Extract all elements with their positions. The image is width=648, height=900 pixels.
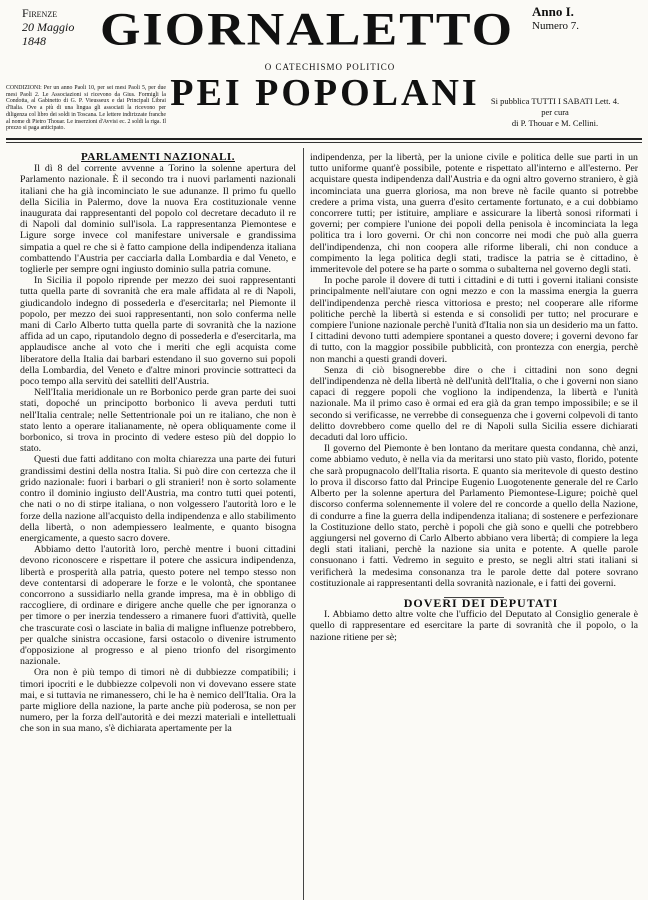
section-heading: DOVERI DEI DEPUTATI xyxy=(403,595,559,610)
pubinfo-line-2: per cura xyxy=(541,107,569,117)
paragraph: In Sicilia il popolo riprende per mezzo dei suoi rappresentanti tutta quella parte di sovranità che era male affidata al re di Napoli, giudicandolo indegno di possederla e d'esercitarla; nel Piemonte il popolo, per mezzo dei suoi rappresentanti, non solo conferma nelle mani di Carlo Alberto tutta quella parte di sovranità che la nazione affida ad un capo, riputandolo degno di possederla e d'esercitarla, ma applaudisce anche al voto che i meriti che egli acquista come liberatore della Italia dai barbari estendano il suo governo sui popoli della Lombardia, del Veneto e d'altre minori provincie sottratteci da poco tempo alla servitù dei satelliti dell'Austria. xyxy=(20,275,296,388)
numero: Numero 7. xyxy=(532,20,580,32)
paragraph: I. Abbiamo detto altre volte che l'ufficio del Deputato al Consiglio generale è quello di rappresentare ed esercitare la parte di sovranità che il popolo, o la nazione ritiene per sè; xyxy=(310,609,638,643)
anno: Anno I. xyxy=(532,4,574,19)
issue-info xyxy=(532,4,642,34)
right-column xyxy=(310,152,638,643)
paragraph: In poche parole il dovere di tutti i cittadini e di tutti i governi italiani consiste principalmente nell'aiutare con ogni mezzo e con la massima energia la guerra dell'indipendenza perchè riesca vittoriosa e presto; nel cooperare alle riforme politiche perchè la libertà si estenda e si consolidi per tutto; nel procurare e compiere l'unione nazionale perchè l'unità d'Italia non sia un desiderio ma un fatto. I cittadini devono tutti adempiere spontanei a questo dovere; i governi devono far di tutto, con la maggior possibile pubblicità, con prontezza con energia, perchè non manchi a questi grandi doveri. xyxy=(310,275,638,365)
year: 1848 xyxy=(22,34,46,48)
paragraph: Abbiamo detto l'autorità loro, perchè mentre i buoni cittadini devono riconoscere e rispettare il potere che assicura indipendenza, libertà e prosperità alla patria, questo potere nel tempo stesso non deve contentarsi di adoperare le forze e le volontà, che spontanee concorrono a sussidiarlo nella grande impresa, ma è in obbligo di raccogliere, di ordinare e dirigere anche quelle che per ignoranza o per timore o per inerzia tendessero a rimanere fuori d'attività, quelle che trascurate così o lasciate in balìa di maligne influenze potrebbero, per qualche sinistra occasione, farsi ostacolo o divenire istrumento d'opposizione al progresso e al pieno trionfo del risorgimento nazionale. xyxy=(20,544,296,668)
subscription-conditions: CONDIZIONI: Per un anno Paoli 10, per sei mesi Paoli 5, per due mesi Paoli 2. Le Associazioni si ricevono da Gius. Formigli la Condotta, al Gabinetto di G. P. Vieusseux e dai Principali Librai d'Italia. Ove a più di una lingua gli associati la ricevono per diligenza col libro dei soldi in Toscana. Le lettere indirizzate franche al nome di Pietro Thouar. Le inserzioni d'Avvisi ec. 2 soldi la riga. Il prezzo si paga anticipato. xyxy=(6,85,166,132)
masthead-dateline xyxy=(22,6,92,48)
paragraph: Nell'Italia meridionale un re Borbonico perde gran parte dei suoi stati, dopoché un principotto borbonico li aveva perduti tutti nell'Italia centrale; nelle Settentrionale poi un re italiano, che non è stato lento a operare italianamente, nè opera obliquamente come il borbonico, si trova in procinto di vedere esteso più del doppio lo stato. xyxy=(20,387,296,455)
paragraph: Questi due fatti additano con molta chiarezza una parte dei futuri grandissimi destini della nostra Italia. Si può dire con certezza che il grido nazionale: fuori i barbari o gli stranieri! non è sorto solamente contro il dominio ingiusto dell'Austria, ma contro tutti quei potenti, che nati o no di stirpe italiana, o non volgessero l'autorità loro e le forze della nazione all'acquisto della indipendenza e allo stabilimento della libertà, o non adempiessero lealmente, e quanto bisogna energicamente, a questo sacro dovere. xyxy=(20,454,296,544)
paragraph: Il dì 8 del corrente avvenne a Torino la solenne apertura del Parlamento nazionale. È il secondo tra i nuovi parlamenti nazionali italiani che ha già incominciato le sue adunanze. Il primo fu quello della Sicilia in Palermo, dove la nuova Era costituzionale venne inaugurata dai rappresentanti del popolo col decretare decaduto il re di Napoli dal dominio sull'isola. La rappresentanza Piemontese e Ligure sorge invece col manifestare universale e grandissima simpatia a quel re che si è fatto campione della indipendenza italiana combattendo l'Austria per cacciarla dalla Lombardia e dal Veneto, e toglierle per sempre ogni ingiusto dominio sulla patria comune. xyxy=(20,163,296,276)
paragraph: Ora non è più tempo di timori nè di dubbiezze compatibili; i timori ipocriti e le dubbiezze colpevoli non vi dovevano essere state mai, e si tuttavia ne rimanessero, chi le ha è nemico dell'Italia. Ora la parte migliore della nazione, la parte anche più poderosa, se non per numero, per la forza dell'autorità e dei mezzi materiali e intellettuali che son in sua mano, s'è dichiarata apertamente per la xyxy=(20,667,296,735)
pubinfo-line-1: Si pubblica TUTTI I SABATI Lett. 4. xyxy=(490,96,620,106)
newspaper-title: GIORNALETTO xyxy=(99,4,515,56)
masthead-rule xyxy=(6,138,642,140)
masthead-rule-thin xyxy=(6,142,642,143)
column-divider xyxy=(303,148,304,900)
city: Firenze xyxy=(22,6,58,20)
newspaper-subtitle: O CATECHISMO POLITICO xyxy=(264,62,396,72)
paragraph: Il governo del Piemonte è ben lontano da meritare questa condanna, chè anzi, come abbiamo veduto, è nella via da meritarsi uno stato più vasto, florido, potente che sarà propugnacolo dell'Italia risorta. E quanto sia meritevole di questo destino lo prova il discorso fatto dal Principe Eugenio Luogotenente generale del re Carlo Alberto per la solenne apertura del Parlamento Piemontese-Ligure; poichè quel discorso conferma solennemente il volere del re concorde a quello della Nazione, di condurre a fine la guerra della indipendenza italiana; di sostenere e perfezionare la Costituzione dello stato, perchè i popoli che già sono e quelli che potrebbero aggiungersi nel governo di Carlo Alberto abbiano vera libertà; di compiere la lega degli stati italiani, perchè la nazione sia unita e potente. A quelle parole consuonano i fatti. Vedremo in seguito e presto, se negli altri stati italiani si verificherà la medesima consonanza tra le parole dette dal potere sovrano costituzionale ai rappresentanti della sovranità nazionale, e i fatti dei governi. xyxy=(310,443,638,589)
paragraph: Senza di ciò bisognerebbe dire o che i cittadini non sono degni dell'indipendenza nè della libertà nè dell'unità dell'Italia, o che i governi non siano capaci di reggere popoli che vogliono la indipendenza, la libertà e l'unità nazionale. Ma il primo caso è ormai ed era già da gran tempo impossibile; e se il secondo si verificasse, ne verrebbe di conseguenza che i governi colpevoli di tanto delitto dovrebbero come quello del re di Napoli sulla Sicilia essere dichiarati decaduti dal loro ufficio. xyxy=(310,364,638,444)
publication-info xyxy=(470,96,640,129)
left-column xyxy=(20,152,296,735)
pubinfo-line-3: di P. Thouar e M. Cellini. xyxy=(511,118,599,128)
newspaper-title-2: PEI POPOLANI xyxy=(170,72,480,114)
paragraph: indipendenza, per la libertà, per la unione civile e politica delle sue parti in un tutto uniforme quant'è possibile, potente e rispettato all'interno e all'esterno. Per acquistare questa indipendenza dall'Austria e da ogni altro governo straniero, è già incominciata una guerra gloriosa, ma non breve nè facile quanto si potrebbe credere a prima vista, una guerra d'esito certamente fortunato, e a cui dobbiamo concorrere tutti; per istituire, ampliare e assicurare la libertà sonosi riformati i governi; per compiere l'unione dei popoli della penisola è incominciata la lega politica tra i loro governi. Or chi non concorre nei modi che può alla guerra dell'indipendenza, chi non coopera alle riforme liberali, chi non conduce a compimento la lega politica degli stati, tradisce la patria se è cittadino, è immeritevole del potere se ha parte o somma o subalterna nel governo degli stati. xyxy=(310,152,638,276)
article-heading: PARLAMENTI NAZIONALI. xyxy=(81,151,235,163)
date: 20 Maggio xyxy=(22,20,75,34)
